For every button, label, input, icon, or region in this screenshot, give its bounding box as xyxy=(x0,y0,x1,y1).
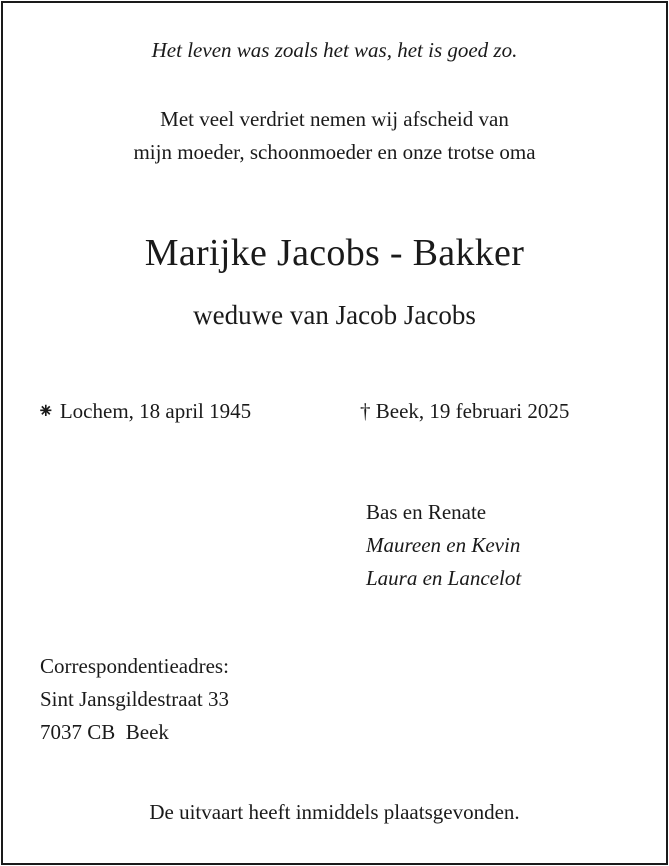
intro-line: Met veel verdriet nemen wij afscheid van xyxy=(160,107,509,131)
intro-line: mijn moeder, schoonmoeder en onze trotse oma xyxy=(133,140,536,164)
death-info: † Beek, 19 februari 2025 xyxy=(360,399,570,423)
family-member: Bas en Renate xyxy=(366,500,487,524)
correspondence-address xyxy=(40,650,229,749)
closing-text: De uitvaart heeft inmiddels plaatsgevonden. xyxy=(149,800,520,824)
widow-of: weduwe van Jacob Jacobs xyxy=(193,300,476,330)
family-list xyxy=(366,496,521,595)
intro-text xyxy=(0,103,669,169)
address-street: Sint Jansgildestraat 33 xyxy=(40,687,229,711)
family-member: Laura en Lancelot xyxy=(366,566,522,590)
address-label: Correspondentieadres: xyxy=(40,654,229,678)
birth-info: ⁕ Lochem, 18 april 1945 xyxy=(37,399,252,423)
deceased-name: Marijke Jacobs - Bakker xyxy=(144,232,525,274)
address-postal-city: 7037 CB Beek xyxy=(40,720,169,744)
motto: Het leven was zoals het was, het is goed zo. xyxy=(151,38,518,62)
family-member: Maureen en Kevin xyxy=(366,533,521,557)
